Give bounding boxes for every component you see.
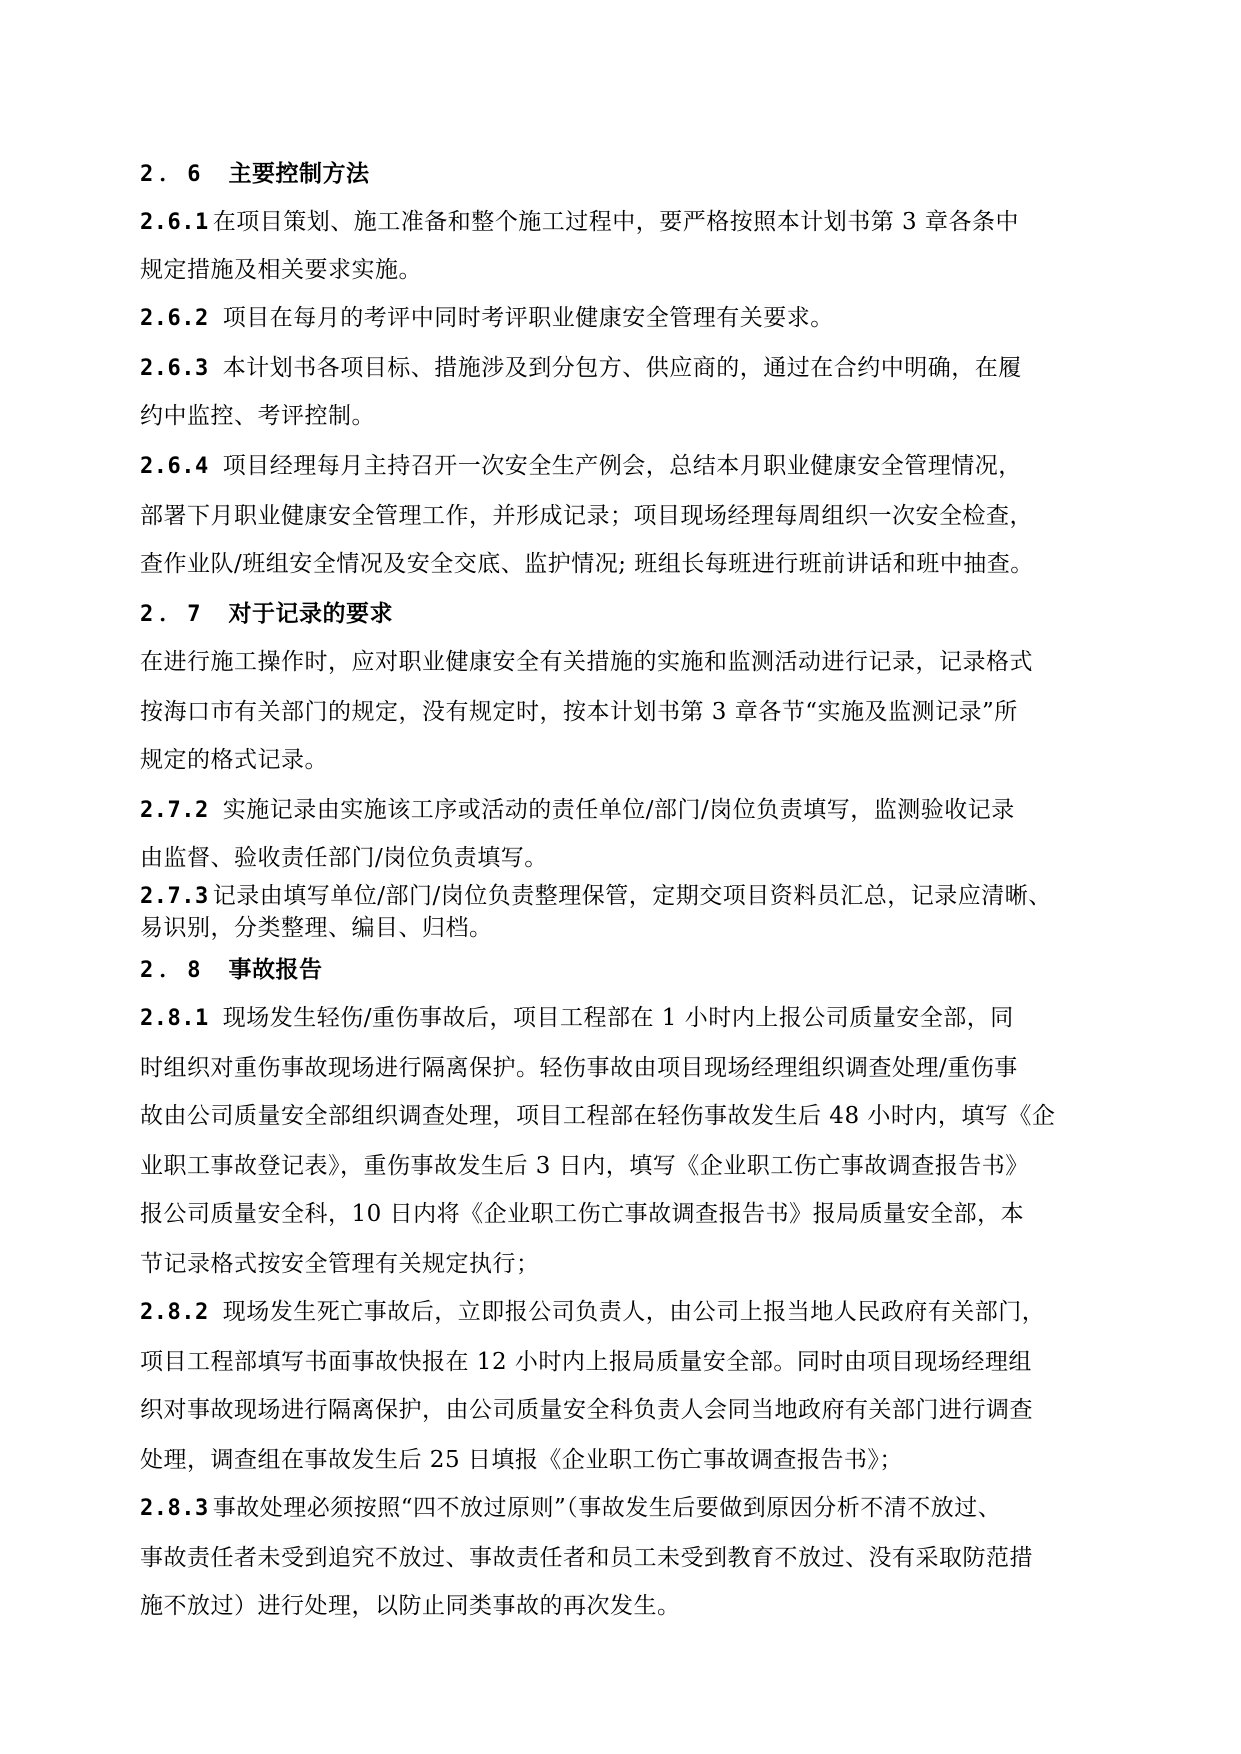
clause-number: 2.7.3 [140,884,209,909]
section-heading-2-7 [140,600,1100,629]
paragraph-2-7-intro-line-3 [140,746,1100,774]
clause-number: 2.8.1 [140,1006,209,1031]
paragraph-2-8-1-line-2 [140,1054,1100,1082]
clause-number: 2.6.2 [140,306,209,331]
paragraph-text: 故由公司质量安全部组织调查处理，项目工程部在轻伤事故发生后 48 小时内，填写《企 [140,1103,1056,1129]
paragraph-text: 事故责任者未受到追究不放过、事故责任者和员工未受到教育不放过、没有采取防范措 [140,1545,1033,1571]
paragraph-text: 项目经理每月主持召开一次安全生产例会，总结本月职业健康安全管理情况， [222,453,1022,479]
paragraph-text: 按海口市有关部门的规定，没有规定时，按本计划书第 3 章各节“实施及监测记录”所 [140,699,1018,725]
clause-number: 2.6.4 [140,454,209,479]
paragraph-2-7-2-line-2 [140,844,1100,872]
clause-number: 2.7.2 [140,798,209,823]
clause-number: 2.8.3 [140,1496,209,1521]
paragraph-2-8-1-line-5 [140,1200,1100,1228]
paragraph-text: 事故处理必须按照“四不放过原则”（事故发生后要做到原因分析不清不放过、 [212,1495,1002,1521]
paragraph-text: 记录由填写单位/部门/岗位负责整理保管，定期交项目资料员汇总，记录应清晰、 [212,883,1052,909]
paragraph-2-8-3-line-2 [140,1544,1100,1572]
paragraph-2-8-1-line-3 [140,1102,1100,1130]
paragraph-2-8-1-line-6 [140,1250,1100,1278]
paragraph-text: 易识别，分类整理、编目、归档。 [140,915,493,941]
paragraph-2-7-3-line-1 [140,882,1100,911]
paragraph-2-8-2-line-3 [140,1396,1100,1424]
paragraph-text: 在项目策划、施工准备和整个施工过程中，要严格按照本计划书第 3 章各条中 [212,209,1019,235]
paragraph-text: 部署下月职业健康安全管理工作，并形成记录；项目现场经理每周组织一次安全检查， [140,503,1033,529]
paragraph-2-8-3-line-3 [140,1592,1100,1620]
paragraph-2-8-1-line-1 [140,1004,1100,1033]
paragraph-2-7-intro-line-1 [140,648,1100,676]
section-title: 事故报告 [228,956,323,983]
paragraph-text: 施不放过）进行处理，以防止同类事故的再次发生。 [140,1593,681,1619]
paragraph-text: 现场发生死亡事故后，立即报公司负责人，由公司上报当地人民政府有关部门， [222,1299,1046,1325]
paragraph-2-6-1-line-2 [140,256,1100,284]
paragraph-text: 报公司质量安全科，10 日内将《企业职工伤亡事故调查报告书》报局质量安全部，本 [140,1201,1025,1227]
paragraph-2-8-1-line-4 [140,1152,1100,1180]
paragraph-text: 项目工程部填写书面事故快报在 12 小时内上报局质量安全部。同时由项目现场经理组 [140,1349,1032,1375]
paragraph-2-8-2-line-1 [140,1298,1100,1327]
paragraph-2-6-3-line-1 [140,354,1100,383]
section-heading-2-6 [140,160,1100,189]
section-number: 2．8 [140,958,207,983]
paragraph-2-7-3-line-2 [140,914,1100,942]
section-title: 主要控制方法 [228,160,370,187]
paragraph-2-8-2-line-2 [140,1348,1100,1376]
paragraph-2-7-2-line-1 [140,796,1100,825]
paragraph-text: 节记录格式按安全管理有关规定执行； [140,1251,540,1277]
paragraph-2-6-4-line-3 [140,550,1100,578]
paragraph-2-6-1-line-1 [140,208,1100,237]
paragraph-text: 在进行施工操作时，应对职业健康安全有关措施的实施和监测活动进行记录，记录格式 [140,649,1033,675]
clause-number: 2.8.2 [140,1300,209,1325]
section-heading-2-8 [140,956,1100,985]
paragraph-text: 约中监控、考评控制。 [140,403,375,429]
paragraph-2-6-4-line-2 [140,502,1100,530]
paragraph-text: 本计划书各项目标、措施涉及到分包方、供应商的，通过在合约中明确，在履 [222,355,1022,381]
paragraph-text: 项目在每月的考评中同时考评职业健康安全管理有关要求。 [222,305,834,331]
paragraph-text: 由监督、验收责任部门/岗位负责填写。 [140,845,548,871]
clause-number: 2.6.1 [140,210,209,235]
section-title: 对于记录的要求 [228,600,393,627]
clause-number: 2.6.3 [140,356,209,381]
paragraph-2-6-4-line-1 [140,452,1100,481]
paragraph-text: 织对事故现场进行隔离保护，由公司质量安全科负责人会同当地政府有关部门进行调查 [140,1397,1033,1423]
section-number: 2．7 [140,602,207,627]
paragraph-text: 规定的格式记录。 [140,747,328,773]
paragraph-text: 实施记录由实施该工序或活动的责任单位/部门/岗位负责填写，监测验收记录 [222,797,1015,823]
paragraph-2-8-2-line-4 [140,1446,1100,1474]
paragraph-2-6-3-line-2 [140,402,1100,430]
paragraph-text: 处理，调查组在事故发生后 25 日填报《企业职工伤亡事故调查报告书》； [140,1447,903,1473]
paragraph-text: 现场发生轻伤/重伤事故后，项目工程部在 1 小时内上报公司质量安全部，同 [222,1005,1014,1031]
section-number: 2．6 [140,162,207,187]
paragraph-text: 业职工事故登记表》，重伤事故发生后 3 日内，填写《企业职工伤亡事故调查报告书》 [140,1153,1029,1179]
paragraph-text: 规定措施及相关要求实施。 [140,257,422,283]
paragraph-2-7-intro-line-2 [140,698,1100,726]
paragraph-text: 时组织对重伤事故现场进行隔离保护。轻伤事故由项目现场经理组织调查处理/重伤事 [140,1055,1018,1081]
paragraph-text: 查作业队/班组安全情况及安全交底、监护情况; 班组长每班进行班前讲话和班中抽查。 [140,551,1034,577]
paragraph-2-8-3-line-1 [140,1494,1100,1523]
paragraph-2-6-2-line-1 [140,304,1100,333]
